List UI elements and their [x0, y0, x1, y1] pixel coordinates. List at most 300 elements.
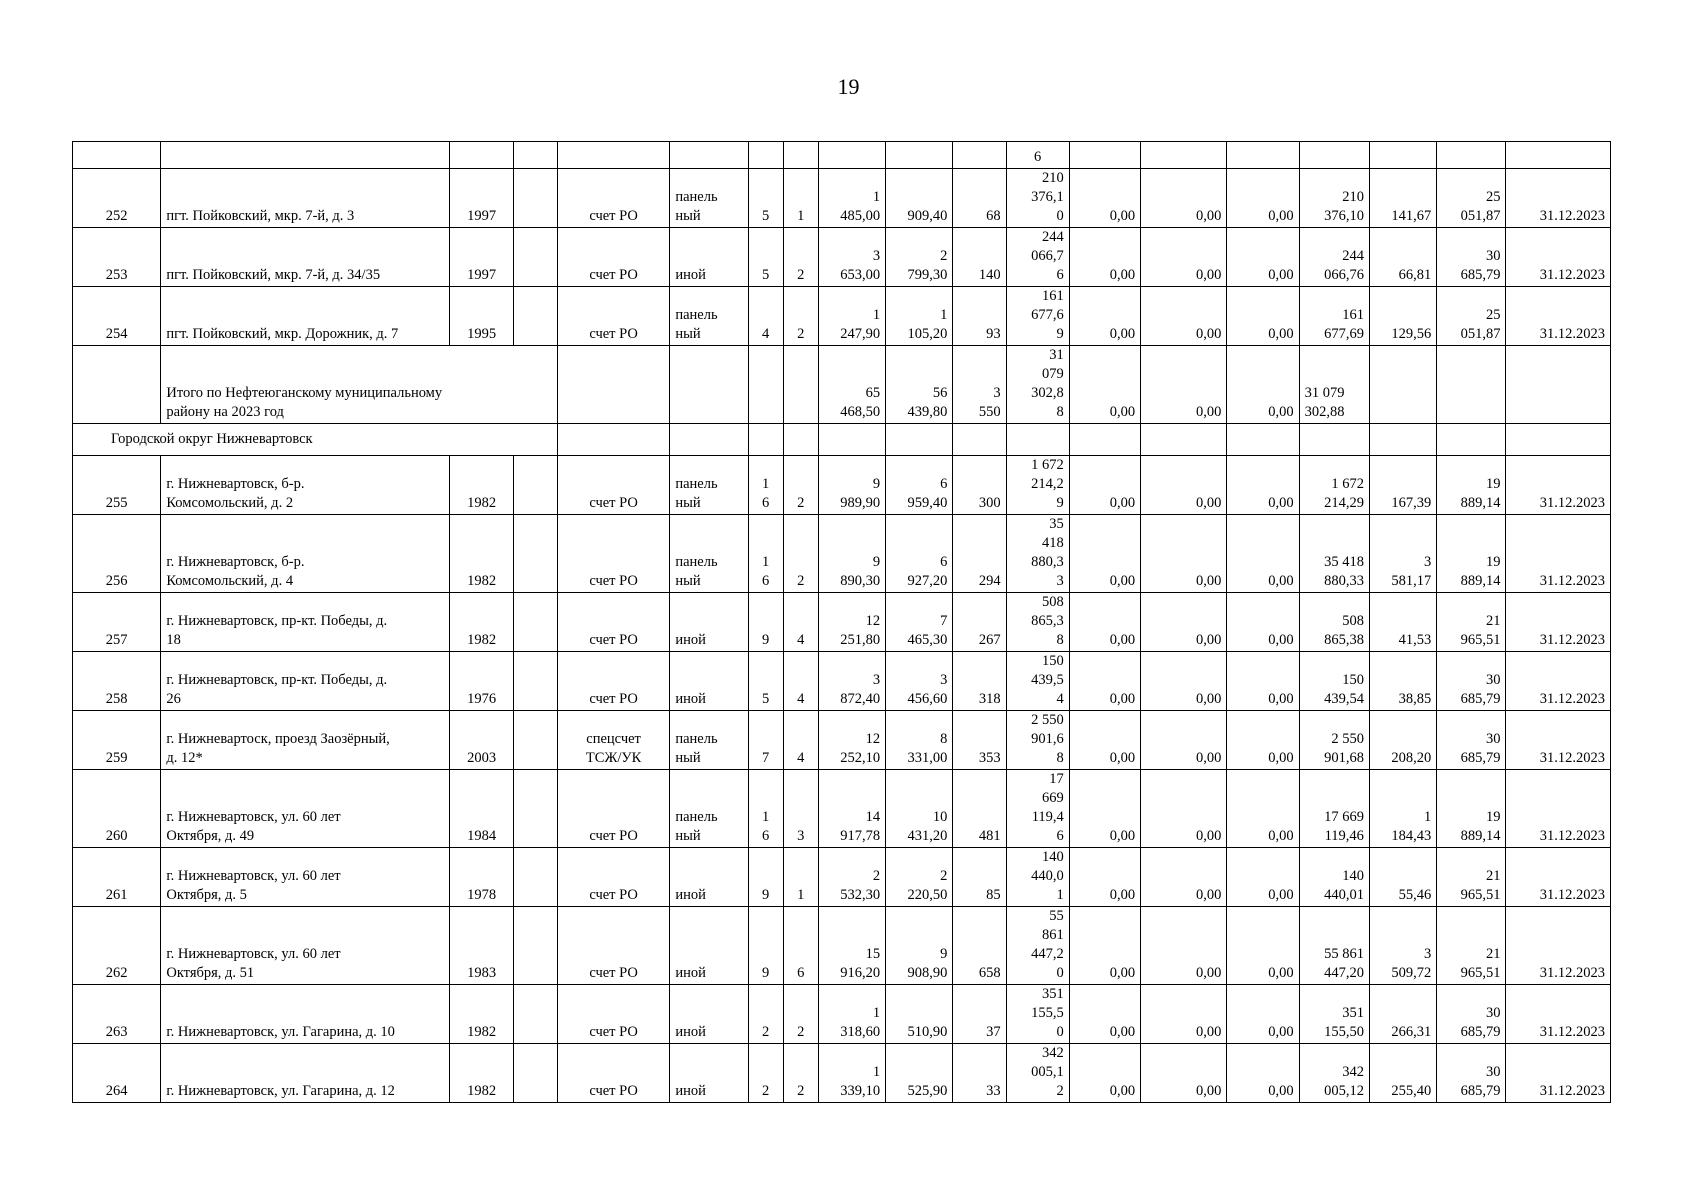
continuation-cell [1369, 142, 1436, 169]
blank-cell [783, 346, 818, 424]
continuation-cell [1141, 142, 1227, 169]
entrances-cell: 4 [783, 711, 818, 770]
fund-c-cell: 0,00 [1227, 1044, 1299, 1103]
residents-cell: 267 [953, 593, 1006, 652]
account-type-cell: счет РО [557, 907, 669, 985]
address-cell: пгт. Пойковский, мкр. 7-й, д. 3 [161, 169, 450, 228]
residents-cell: 68 [953, 169, 1006, 228]
residents-cell: 481 [953, 770, 1006, 848]
deadline-cell: 31.12.2023 [1506, 907, 1611, 985]
fund-b-cell: 0,00 [1141, 907, 1227, 985]
limit-cost-cell: 30 685,79 [1437, 985, 1506, 1044]
total-label: Итого по Нефтеюганскому муниципальному району на 2023 год [161, 346, 558, 424]
continuation-cell [450, 142, 513, 169]
fund-c-cell: 0,00 [1227, 346, 1299, 424]
floors-cell: 1 6 [748, 770, 783, 848]
living-area-cell: 10 431,20 [886, 770, 953, 848]
limit-cost-cell: 21 965,51 [1437, 593, 1506, 652]
address-cell: пгт. Пойковский, мкр. Дорожник, д. 7 [161, 287, 450, 346]
blank-cell [1369, 346, 1436, 424]
living-area-cell: 6 927,20 [886, 515, 953, 593]
residents-cell: 37 [953, 985, 1006, 1044]
wall-material-cell: иной [670, 228, 748, 287]
total-area-cell: 1 247,90 [818, 287, 885, 346]
blank-cell [1069, 424, 1140, 456]
living-area-cell: 8 331,00 [886, 711, 953, 770]
entrances-cell: 2 [783, 228, 818, 287]
fund-c-cell: 0,00 [1227, 456, 1299, 515]
owners-funds-cell: 244 066,76 [1299, 228, 1369, 287]
blank-cell [513, 593, 557, 652]
blank-cell [1299, 424, 1369, 456]
total-area-cell: 12 252,10 [818, 711, 885, 770]
total-area-cell: 1 318,60 [818, 985, 885, 1044]
deadline-cell: 31.12.2023 [1506, 652, 1611, 711]
entrances-cell: 1 [783, 848, 818, 907]
section-title: Городской округ Нижневартовск [73, 424, 558, 456]
floors-cell: 1 6 [748, 456, 783, 515]
limit-cost-cell: 30 685,79 [1437, 1044, 1506, 1103]
owners-funds-cell: 150 439,54 [1299, 652, 1369, 711]
total-area-cell: 12 251,80 [818, 593, 885, 652]
unit-cost-cell: 141,67 [1369, 169, 1436, 228]
fund-c-cell: 0,00 [1227, 985, 1299, 1044]
account-type-cell: счет РО [557, 228, 669, 287]
limit-cost-cell: 30 685,79 [1437, 711, 1506, 770]
year-cell: 1982 [450, 456, 513, 515]
unit-cost-cell: 55,46 [1369, 848, 1436, 907]
row-number: 257 [73, 593, 161, 652]
section-header-row [73, 424, 1611, 456]
table-row [73, 169, 1611, 228]
fund-b-cell: 0,00 [1141, 711, 1227, 770]
unit-cost-cell: 167,39 [1369, 456, 1436, 515]
fund-c-cell: 0,00 [1227, 770, 1299, 848]
total-area-cell: 3 653,00 [818, 228, 885, 287]
total-row [73, 346, 1611, 424]
wall-material-cell: иной [670, 593, 748, 652]
continuation-cell [513, 142, 557, 169]
limit-cost-cell: 19 889,14 [1437, 515, 1506, 593]
floors-cell: 9 [748, 593, 783, 652]
fund-a-cell: 0,00 [1069, 346, 1140, 424]
table-row [73, 593, 1611, 652]
unit-cost-cell: 255,40 [1369, 1044, 1436, 1103]
blank-cell [513, 985, 557, 1044]
total-cost-cell: 140 440,0 1 [1006, 848, 1069, 907]
living-area-cell: 510,90 [886, 985, 953, 1044]
wall-material-cell: иной [670, 985, 748, 1044]
residents-cell: 294 [953, 515, 1006, 593]
fund-b-cell: 0,00 [1141, 169, 1227, 228]
floors-cell: 9 [748, 907, 783, 985]
table-row [73, 456, 1611, 515]
blank-cell [748, 346, 783, 424]
total-area-cell: 1 485,00 [818, 169, 885, 228]
entrances-cell: 6 [783, 907, 818, 985]
entrances-cell: 3 [783, 770, 818, 848]
capital-repair-table [72, 141, 1611, 1103]
fund-c-cell: 0,00 [1227, 711, 1299, 770]
owners-funds-cell: 140 440,01 [1299, 848, 1369, 907]
blank-cell [513, 711, 557, 770]
total-area-cell: 3 872,40 [818, 652, 885, 711]
fund-a-cell: 0,00 [1069, 907, 1140, 985]
table-row [73, 287, 1611, 346]
floors-cell: 7 [748, 711, 783, 770]
account-type-cell: счет РО [557, 515, 669, 593]
address-cell: г. Нижневартоск, проезд Заозёрный, д. 12* [161, 711, 450, 770]
row-number: 258 [73, 652, 161, 711]
residents-cell: 3 550 [953, 346, 1006, 424]
account-type-cell: счет РО [557, 287, 669, 346]
fund-b-cell: 0,00 [1141, 985, 1227, 1044]
fund-c-cell: 0,00 [1227, 169, 1299, 228]
fund-c-cell: 0,00 [1227, 515, 1299, 593]
wall-material-cell: панель ный [670, 770, 748, 848]
address-cell: г. Нижневартовск, ул. 60 лет Октября, д. 49 [161, 770, 450, 848]
total-cost-cell: 150 439,5 4 [1006, 652, 1069, 711]
table-row [73, 1044, 1611, 1103]
fund-b-cell: 0,00 [1141, 848, 1227, 907]
limit-cost-cell: 30 685,79 [1437, 228, 1506, 287]
blank-cell [953, 424, 1006, 456]
living-area-cell: 9 908,90 [886, 907, 953, 985]
fund-a-cell: 0,00 [1069, 287, 1140, 346]
living-area-cell: 56 439,80 [886, 346, 953, 424]
fund-a-cell: 0,00 [1069, 456, 1140, 515]
wall-material-cell: панель ный [670, 287, 748, 346]
residents-cell: 85 [953, 848, 1006, 907]
total-cost-cell: 1 672 214,2 9 [1006, 456, 1069, 515]
total-area-cell: 1 339,10 [818, 1044, 885, 1103]
owners-funds-cell: 2 550 901,68 [1299, 711, 1369, 770]
living-area-cell: 909,40 [886, 169, 953, 228]
blank-cell [513, 515, 557, 593]
year-cell: 1997 [450, 228, 513, 287]
address-cell: г. Нижневартовск, ул. Гагарина, д. 10 [161, 985, 450, 1044]
fund-c-cell: 0,00 [1227, 593, 1299, 652]
account-type-cell: спецсчет ТСЖ/УК [557, 711, 669, 770]
continuation-cell [161, 142, 450, 169]
fund-c-cell: 0,00 [1227, 652, 1299, 711]
fund-c-cell: 0,00 [1227, 228, 1299, 287]
table-row [73, 770, 1611, 848]
owners-funds-cell: 508 865,38 [1299, 593, 1369, 652]
deadline-cell: 31.12.2023 [1506, 228, 1611, 287]
floors-cell: 4 [748, 287, 783, 346]
table-row [73, 228, 1611, 287]
continuation-cell [73, 142, 161, 169]
blank-cell [513, 1044, 557, 1103]
wall-material-cell: панель ный [670, 515, 748, 593]
blank-cell [1437, 346, 1506, 424]
entrances-cell: 2 [783, 985, 818, 1044]
living-area-cell: 2 799,30 [886, 228, 953, 287]
address-cell: г. Нижневартовск, ул. Гагарина, д. 12 [161, 1044, 450, 1103]
unit-cost-cell: 266,31 [1369, 985, 1436, 1044]
living-area-cell: 6 959,40 [886, 456, 953, 515]
wall-material-cell: панель ный [670, 456, 748, 515]
owners-funds-cell: 1 672 214,29 [1299, 456, 1369, 515]
wall-material-cell: панель ный [670, 169, 748, 228]
table-row [73, 985, 1611, 1044]
floors-cell: 5 [748, 228, 783, 287]
deadline-cell: 31.12.2023 [1506, 848, 1611, 907]
fund-a-cell: 0,00 [1069, 515, 1140, 593]
continuation-cell [1506, 142, 1611, 169]
wall-material-cell: иной [670, 848, 748, 907]
account-type-cell: счет РО [557, 652, 669, 711]
entrances-cell: 2 [783, 287, 818, 346]
blank-cell [513, 287, 557, 346]
continuation-cell [783, 142, 818, 169]
wall-material-cell: иной [670, 907, 748, 985]
limit-cost-cell: 21 965,51 [1437, 907, 1506, 985]
row-number: 253 [73, 228, 161, 287]
deadline-cell: 31.12.2023 [1506, 985, 1611, 1044]
total-area-cell: 9 890,30 [818, 515, 885, 593]
address-cell: г. Нижневартовск, ул. 60 лет Октября, д. 51 [161, 907, 450, 985]
entrances-cell: 2 [783, 515, 818, 593]
blank-cell [886, 424, 953, 456]
year-cell: 1978 [450, 848, 513, 907]
floors-cell: 2 [748, 1044, 783, 1103]
row-number: 252 [73, 169, 161, 228]
owners-funds-cell: 210 376,10 [1299, 169, 1369, 228]
blank-cell [1437, 424, 1506, 456]
account-type-cell: счет РО [557, 593, 669, 652]
floors-cell: 5 [748, 169, 783, 228]
address-cell: г. Нижневартовск, пр-кт. Победы, д. 26 [161, 652, 450, 711]
unit-cost-cell: 41,53 [1369, 593, 1436, 652]
total-cost-cell: 55 861 447,2 0 [1006, 907, 1069, 985]
total-area-cell: 15 916,20 [818, 907, 885, 985]
unit-cost-cell: 1 184,43 [1369, 770, 1436, 848]
blank-cell [818, 424, 885, 456]
blank-cell [748, 424, 783, 456]
total-cost-cell: 35 418 880,3 3 [1006, 515, 1069, 593]
table-row [73, 652, 1611, 711]
blank-cell [1006, 424, 1069, 456]
row-number: 260 [73, 770, 161, 848]
fund-b-cell: 0,00 [1141, 515, 1227, 593]
fund-b-cell: 0,00 [1141, 346, 1227, 424]
wall-material-cell: панель ный [670, 711, 748, 770]
continuation-cell [1299, 142, 1369, 169]
address-cell: г. Нижневартовск, пр-кт. Победы, д. 18 [161, 593, 450, 652]
entrances-cell: 1 [783, 169, 818, 228]
fund-a-cell: 0,00 [1069, 770, 1140, 848]
deadline-cell: 31.12.2023 [1506, 169, 1611, 228]
fund-b-cell: 0,00 [1141, 228, 1227, 287]
fund-a-cell: 0,00 [1069, 169, 1140, 228]
continuation-cell [1227, 142, 1299, 169]
unit-cost-cell: 66,81 [1369, 228, 1436, 287]
blank-cell [557, 346, 669, 424]
fund-b-cell: 0,00 [1141, 456, 1227, 515]
fund-a-cell: 0,00 [1069, 1044, 1140, 1103]
limit-cost-cell: 21 965,51 [1437, 848, 1506, 907]
floors-cell: 9 [748, 848, 783, 907]
deadline-cell: 31.12.2023 [1506, 711, 1611, 770]
continuation-cell: 6 [1006, 142, 1069, 169]
limit-cost-cell: 19 889,14 [1437, 770, 1506, 848]
owners-funds-cell: 342 005,12 [1299, 1044, 1369, 1103]
floors-cell: 2 [748, 985, 783, 1044]
page-number: 19 [837, 74, 860, 99]
limit-cost-cell: 30 685,79 [1437, 652, 1506, 711]
limit-cost-cell: 25 051,87 [1437, 287, 1506, 346]
row-number: 264 [73, 1044, 161, 1103]
blank-cell [513, 456, 557, 515]
blank-cell [513, 228, 557, 287]
fund-a-cell: 0,00 [1069, 593, 1140, 652]
address-cell: г. Нижневартовск, б-р. Комсомольский, д. 4 [161, 515, 450, 593]
account-type-cell: счет РО [557, 985, 669, 1044]
owners-funds-cell: 17 669 119,46 [1299, 770, 1369, 848]
table-row [73, 515, 1611, 593]
owners-funds-cell: 55 861 447,20 [1299, 907, 1369, 985]
living-area-cell: 525,90 [886, 1044, 953, 1103]
total-cost-cell: 161 677,6 9 [1006, 287, 1069, 346]
residents-cell: 658 [953, 907, 1006, 985]
blank-cell [1506, 424, 1611, 456]
fund-b-cell: 0,00 [1141, 652, 1227, 711]
account-type-cell: счет РО [557, 770, 669, 848]
residents-cell: 93 [953, 287, 1006, 346]
blank-cell [1141, 424, 1227, 456]
total-cost-cell: 508 865,3 8 [1006, 593, 1069, 652]
deadline-cell: 31.12.2023 [1506, 515, 1611, 593]
total-cost-cell: 31 079 302,8 8 [1006, 346, 1069, 424]
wall-material-cell: иной [670, 652, 748, 711]
owners-funds-cell: 351 155,50 [1299, 985, 1369, 1044]
year-cell: 2003 [450, 711, 513, 770]
row-number: 263 [73, 985, 161, 1044]
blank-cell [513, 848, 557, 907]
blank-cell [513, 652, 557, 711]
row-number: 256 [73, 515, 161, 593]
unit-cost-cell: 208,20 [1369, 711, 1436, 770]
address-cell: г. Нижневартовск, ул. 60 лет Октября, д. 5 [161, 848, 450, 907]
row-number: 262 [73, 907, 161, 985]
total-cost-cell: 2 550 901,6 8 [1006, 711, 1069, 770]
entrances-cell: 2 [783, 1044, 818, 1103]
living-area-cell: 2 220,50 [886, 848, 953, 907]
total-cost-cell: 351 155,5 0 [1006, 985, 1069, 1044]
row-number: 261 [73, 848, 161, 907]
blank-cell [670, 346, 748, 424]
residents-cell: 318 [953, 652, 1006, 711]
blank-cell [513, 169, 557, 228]
year-cell: 1982 [450, 1044, 513, 1103]
row-number: 254 [73, 287, 161, 346]
table-row [73, 907, 1611, 985]
address-cell: г. Нижневартовск, б-р. Комсомольский, д. 2 [161, 456, 450, 515]
year-cell: 1984 [450, 770, 513, 848]
year-cell: 1982 [450, 515, 513, 593]
account-type-cell: счет РО [557, 1044, 669, 1103]
continuation-row [73, 142, 1611, 169]
blank-cell [1506, 346, 1611, 424]
total-cost-cell: 244 066,7 6 [1006, 228, 1069, 287]
wall-material-cell: иной [670, 1044, 748, 1103]
blank-cell [557, 424, 669, 456]
year-cell: 1995 [450, 287, 513, 346]
continuation-cell [1437, 142, 1506, 169]
residents-cell: 33 [953, 1044, 1006, 1103]
fund-b-cell: 0,00 [1141, 770, 1227, 848]
fund-b-cell: 0,00 [1141, 287, 1227, 346]
total-area-cell: 2 532,30 [818, 848, 885, 907]
continuation-cell [557, 142, 669, 169]
table-row [73, 848, 1611, 907]
year-cell: 1982 [450, 593, 513, 652]
blank-cell [1227, 424, 1299, 456]
owners-funds-cell: 161 677,69 [1299, 287, 1369, 346]
deadline-cell: 31.12.2023 [1506, 593, 1611, 652]
deadline-cell: 31.12.2023 [1506, 287, 1611, 346]
deadline-cell: 31.12.2023 [1506, 770, 1611, 848]
fund-c-cell: 0,00 [1227, 848, 1299, 907]
entrances-cell: 4 [783, 652, 818, 711]
owners-funds-cell: 35 418 880,33 [1299, 515, 1369, 593]
living-area-cell: 7 465,30 [886, 593, 953, 652]
residents-cell: 140 [953, 228, 1006, 287]
total-cost-cell: 210 376,1 0 [1006, 169, 1069, 228]
account-type-cell: счет РО [557, 169, 669, 228]
continuation-cell [748, 142, 783, 169]
continuation-cell [886, 142, 953, 169]
blank-cell [783, 424, 818, 456]
blank-cell [670, 424, 748, 456]
residents-cell: 353 [953, 711, 1006, 770]
unit-cost-cell: 3 509,72 [1369, 907, 1436, 985]
continuation-cell [818, 142, 885, 169]
continuation-cell [1069, 142, 1140, 169]
blank-cell [1369, 424, 1436, 456]
owners-funds-cell: 31 079 302,88 [1299, 346, 1369, 424]
blank-cell [513, 907, 557, 985]
fund-c-cell: 0,00 [1227, 907, 1299, 985]
total-area-cell: 14 917,78 [818, 770, 885, 848]
unit-cost-cell: 129,56 [1369, 287, 1436, 346]
fund-a-cell: 0,00 [1069, 711, 1140, 770]
limit-cost-cell: 19 889,14 [1437, 456, 1506, 515]
fund-a-cell: 0,00 [1069, 848, 1140, 907]
unit-cost-cell: 3 581,17 [1369, 515, 1436, 593]
unit-cost-cell: 38,85 [1369, 652, 1436, 711]
limit-cost-cell: 25 051,87 [1437, 169, 1506, 228]
residents-cell: 300 [953, 456, 1006, 515]
floors-cell: 5 [748, 652, 783, 711]
deadline-cell: 31.12.2023 [1506, 1044, 1611, 1103]
total-cost-cell: 17 669 119,4 6 [1006, 770, 1069, 848]
year-cell: 1983 [450, 907, 513, 985]
continuation-cell [953, 142, 1006, 169]
entrances-cell: 2 [783, 456, 818, 515]
living-area-cell: 3 456,60 [886, 652, 953, 711]
blank-cell [513, 770, 557, 848]
table-row [73, 711, 1611, 770]
continuation-cell [670, 142, 748, 169]
year-cell: 1997 [450, 169, 513, 228]
fund-b-cell: 0,00 [1141, 1044, 1227, 1103]
year-cell: 1982 [450, 985, 513, 1044]
blank-cell [73, 346, 161, 424]
fund-a-cell: 0,00 [1069, 652, 1140, 711]
